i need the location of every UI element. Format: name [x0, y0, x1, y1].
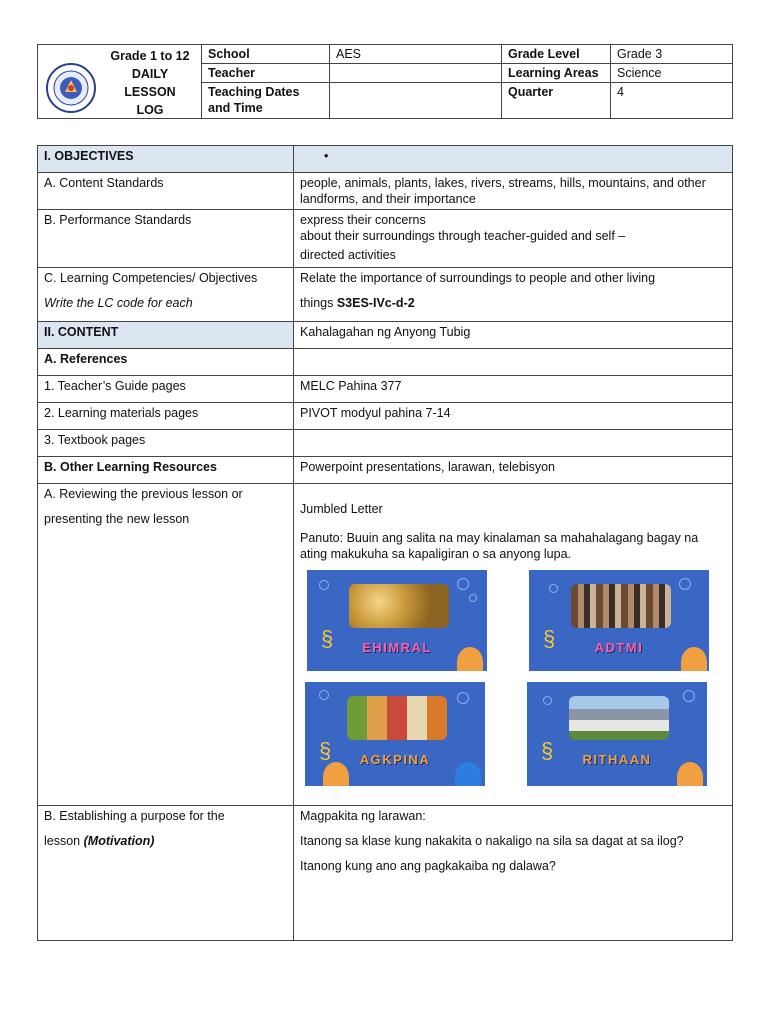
competencies-value: [294, 268, 733, 322]
lc-code: S3ES-IVc-d-2: [336, 296, 415, 310]
header-title: [100, 47, 200, 119]
teachers-guide-value: MELC Pahina 377: [294, 376, 733, 403]
reviewing-label-line: A. Reviewing the previous lesson or: [44, 487, 243, 501]
food-assortment-image: [347, 696, 447, 740]
establishing-line: Itanong sa klase kung nakakita o nakaligo na sila sa dagat at sa ilog?: [300, 834, 684, 848]
table-row: [38, 146, 733, 173]
references-label: A. References: [38, 349, 294, 376]
grade-level-value: Grade 3: [611, 45, 733, 64]
establishing-label-line: lesson: [44, 834, 81, 848]
table-row: [38, 484, 733, 806]
teaching-dates-label: [202, 83, 330, 119]
deped-seal-icon: [46, 63, 96, 113]
performance-standards-label: B. Performance Standards: [38, 210, 294, 268]
bullet: •: [324, 149, 329, 163]
reviewing-label: [38, 484, 294, 806]
establishing-label-line: B. Establishing a purpose for the: [44, 809, 225, 823]
table-row: [38, 430, 733, 457]
performance-standards-line: directed activities: [300, 248, 396, 262]
table-row: [38, 403, 733, 430]
table-row: [38, 376, 733, 403]
jumbled-letter-slides: [300, 570, 726, 787]
teacher-label: Teacher: [202, 64, 330, 83]
slide: [307, 570, 487, 671]
header-title-line: Grade 1 to 12: [110, 49, 190, 63]
table-row: [38, 322, 733, 349]
performance-standards-line: about their surroundings through teacher-guided and self –: [300, 229, 626, 243]
teacher-value: [330, 64, 502, 83]
content-value: Kahalagahan ng Anyong Tubig: [294, 322, 733, 349]
quarter-label: Quarter: [502, 83, 611, 119]
table-row: [38, 349, 733, 376]
table-row: [38, 210, 733, 268]
establishing-line: Itanong kung ano ang pagkakaiba ng dalawa?: [300, 859, 556, 873]
quarter-value: 4: [611, 83, 733, 119]
jumbled-word: EHIMRAL: [362, 640, 432, 655]
jumbled-word: RITHAAN: [582, 752, 652, 767]
grade-level-label: Grade Level: [502, 45, 611, 64]
learning-materials-label: 2. Learning materials pages: [38, 403, 294, 430]
competencies-label: [38, 268, 294, 322]
teachers-guide-label: 1. Teacher’s Guide pages: [38, 376, 294, 403]
school-label: School: [202, 45, 330, 64]
other-resources-value: Powerpoint presentations, larawan, telebisyon: [294, 457, 733, 484]
competencies-value-line: Relate the importance of surroundings to people and other living: [300, 271, 656, 285]
reviewing-label-line: presenting the new lesson: [44, 512, 190, 526]
header-title-line: DAILY: [131, 67, 169, 81]
performance-standards-value: [294, 210, 733, 268]
slide: [527, 682, 707, 786]
table-row: [38, 457, 733, 484]
reviewing-value: [294, 484, 733, 806]
learning-materials-value: PIVOT modyul pahina 7-14: [294, 403, 733, 430]
table-row: [38, 173, 733, 210]
references-value: [294, 349, 733, 376]
establishing-label: [38, 806, 294, 941]
header-table: [37, 44, 733, 119]
gold-nuggets-image: [349, 584, 449, 628]
clothes-rack-image: [571, 584, 671, 628]
establishing-line: Magpakita ng larawan:: [300, 809, 426, 823]
slide: [529, 570, 709, 671]
motivation-label: (Motivation): [83, 834, 155, 848]
header-title-line: LESSON: [124, 85, 176, 99]
textbook-label: 3. Textbook pages: [38, 430, 294, 457]
content-label: II. CONTENT: [38, 322, 294, 349]
activity-title: Jumbled Letter: [300, 502, 383, 516]
jumbled-word: AGKPINA: [359, 752, 431, 767]
teaching-dates-label-line: and Time: [208, 101, 263, 115]
header-title-line: LOG: [136, 103, 164, 117]
table-row: [38, 268, 733, 322]
house-image: [569, 696, 669, 740]
seahorse-icon: §: [319, 738, 332, 763]
seahorse-icon: §: [543, 626, 556, 651]
teaching-dates-label-line: Teaching Dates: [208, 85, 300, 99]
other-resources-label: B. Other Learning Resources: [38, 457, 294, 484]
activity-instructions: Panuto: Buuin ang salita na may kinalaman sa mahahalagang bagay na ating makukuha sa kapaligiran o sa anyong lupa.: [300, 531, 699, 561]
competencies-label-text: C. Learning Competencies/ Objectives: [44, 271, 258, 285]
jumbled-word: ADTMI: [594, 640, 644, 655]
seahorse-icon: §: [541, 738, 554, 763]
slide: [305, 682, 485, 786]
school-value: AES: [330, 45, 502, 64]
performance-standards-line: express their concerns: [300, 213, 426, 227]
teaching-dates-value: [330, 83, 502, 119]
content-standards-value: people, animals, plants, lakes, rivers, streams, hills, mountains, and other landforms, and their importance: [294, 173, 733, 210]
content-standards-label: A. Content Standards: [38, 173, 294, 210]
header-title-cell: [38, 45, 202, 119]
competencies-sub-label: Write the LC code for each: [44, 296, 193, 310]
learning-areas-value: Science: [611, 64, 733, 83]
objectives-label: I. OBJECTIVES: [38, 146, 294, 173]
learning-areas-label: Learning Areas: [502, 64, 611, 83]
objectives-value: [294, 146, 733, 173]
seahorse-icon: §: [321, 626, 334, 651]
establishing-value: [294, 806, 733, 941]
table-row: [38, 806, 733, 941]
competencies-value-line: things: [300, 296, 334, 310]
textbook-value: [294, 430, 733, 457]
lesson-table: [37, 145, 733, 941]
